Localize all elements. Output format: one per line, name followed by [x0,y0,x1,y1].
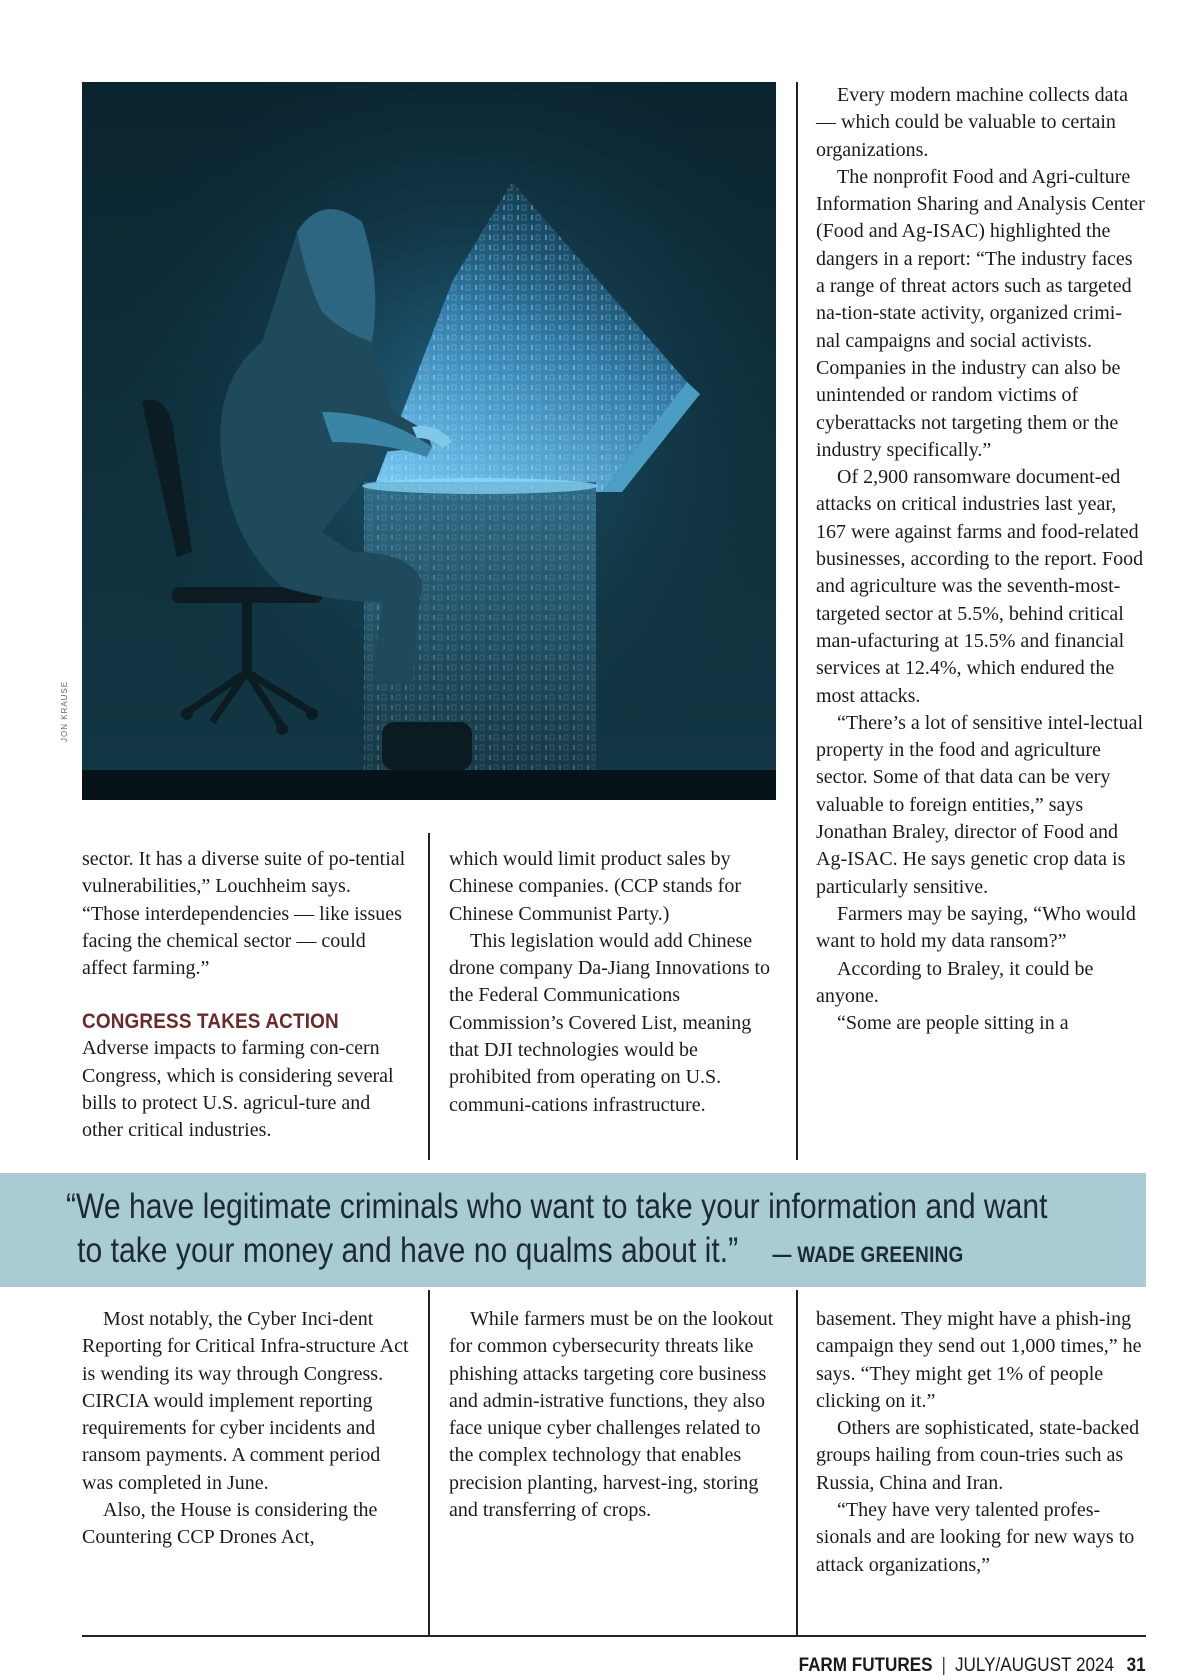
column-2-top [449,846,779,1119]
paragraph: Farmers may be saying, “Who would want to hold my data ransom?” [816,902,1136,953]
paragraph: This legislation would add Chinese drone company Da-Jiang Innovations to the Federal Communications Commission’s Covered List, meaning that DJI technologies would be prohibited from operating on U.S. communi-cations infrastructure. [449,929,771,1116]
paragraph: The nonprofit Food and Agri-culture Information Sharing and Analysis Center (Food and Ag-ISAC) highlighted the dangers in a report: “The industry faces a range of threat actors such as targeted na-tion-state activity, organized crimi-nal campaigns and social activists. Companies in the industry can also be unintended or random victims of cyberattacks not targeting them or the industry specifically.” [816,165,1145,461]
paragraph: Others are sophisticated, state-backed groups hailing from coun-tries such as Russia, China and Iran. [816,1417,1140,1494]
pull-quote [66,1185,1098,1277]
paragraph: Adverse impacts to farming con-cern Congress, which is considering several bills to protect U.S. agricul-ture and other critical industries. [82,1037,394,1142]
paragraph: which would limit product sales by Chinese companies. (CCP stands for Chinese Communist Party.) [449,848,742,925]
paragraph: Most notably, the Cyber Inci-dent Reporting for Critical Infra-structure Act is wending its way through Congress. CIRCIA would implement reporting requirements for cyber incidents and ransom payments. A comment period was completed in June. [82,1308,409,1494]
paragraph: “They have very talented profes-sionals and are looking for new ways to attack organizations,” [816,1499,1135,1576]
column-rule-left-bottom [428,1290,430,1635]
paragraph: “Some are people sitting in a [837,1012,1069,1035]
pull-quote-line-2: to take your money and have no qualms about it.” [77,1231,739,1270]
paragraph: While farmers must be on the lookout for common cybersecurity threats like phishing attacks targeting core business and admin-istrative functions, they also face unique cyber challenges related to the complex technology that enables precision planting, harvest-ing, storing and transferring of crops. [449,1308,774,1522]
paragraph: According to Braley, it could be anyone. [816,957,1094,1007]
footer-separator: | [941,1655,947,1676]
column-rule-right-top [796,82,798,1160]
illustration-art [82,82,776,800]
footer-rule [82,1635,1146,1637]
pull-quote-banner [0,1173,1146,1287]
column-rule-right-bottom [796,1290,798,1635]
column-rule-left-top [428,833,430,1160]
magazine-name: FARM FUTURES [798,1655,933,1676]
issue-date: JULY/AUGUST 2024 [955,1655,1115,1676]
section-subhead: CONGRESS TAKES ACTION [82,1010,339,1034]
page-number: 31 [1126,1655,1146,1676]
paragraph: Also, the House is considering the Countering CCP Drones Act, [82,1499,378,1549]
page-footer [799,1655,1146,1677]
column-1-bottom [82,1306,412,1552]
paragraph: sector. It has a diverse suite of po-tential vulnerabilities,” Louchheim says. “Those interdependencies — like issues facing the chemical sector — could affect farming.” [82,848,406,980]
paragraph: Of 2,900 ransomware document-ed attacks on critical industries last year, 167 were against farms and food-related businesses, according to the report. Food and agriculture was the seventh-most-targeted sector at 5.5%, behind critical man-ufacturing at 15.5% and financial services at 12.4%, which endured the most attacks. [816,466,1144,707]
pull-quote-line-1: “We have legitimate criminals who want to take your information and want [66,1187,1048,1226]
pull-quote-attribution: — WADE GREENING [772,1242,964,1267]
column-3-bottom [816,1306,1146,1579]
paragraph: Every modern machine collects data — which could be valuable to certain organizations. [816,84,1128,161]
hacker-illustration [82,82,776,800]
paragraph: “There’s a lot of sensitive intel-lectual property in the food and agriculture sector. Some of that data can be very valuable to foreign entities,” says Jonathan Braley, director of Food and Ag-ISAC. He says genetic crop data is particularly sensitive. [816,711,1143,898]
photo-credit: JON KRAUSE [60,680,69,742]
column-3-top [816,82,1146,1037]
column-1-top [82,846,412,1145]
column-2-bottom [449,1306,779,1524]
paragraph: basement. They might have a phish-ing campaign they send out 1,000 times,” he says. “They might get 1% of people clicking on it.” [816,1308,1142,1412]
